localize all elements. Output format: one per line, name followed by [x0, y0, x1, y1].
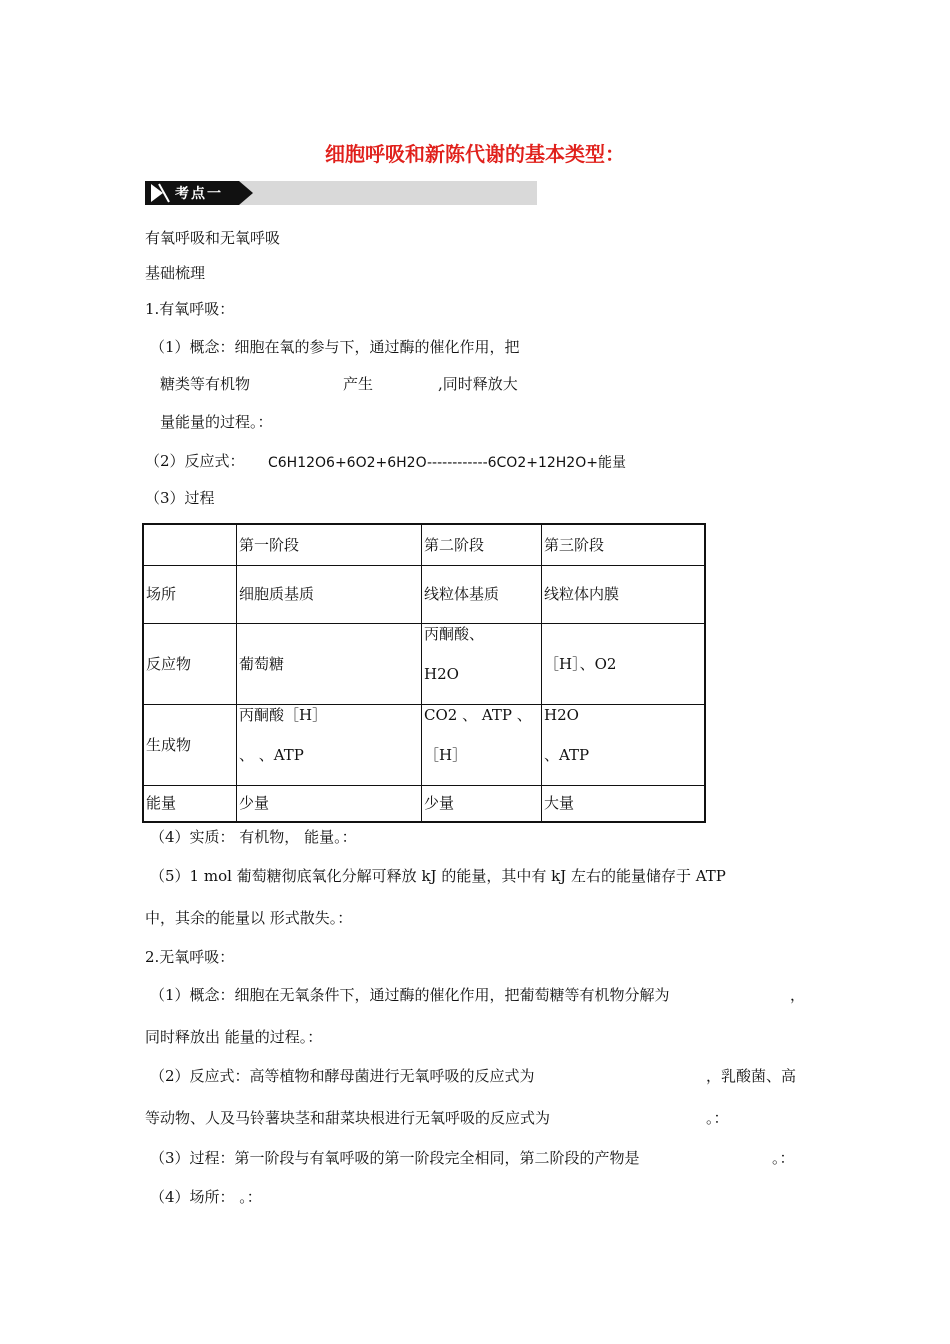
essence-line: （4）实质： 有机物， 能量。： — [150, 828, 357, 846]
anaerobic-concept-line2: 同时释放出 能量的过程。： — [145, 1028, 323, 1046]
anaerobic-reaction-line2: 等动物、人及马铃薯块茎和甜菜块根进行无氧呼吸的反应式为 — [145, 1109, 551, 1127]
section-heading: 有氧呼吸和无氧呼吸 — [145, 229, 281, 247]
table-header-cell: 第二阶段 — [422, 524, 542, 565]
table-cell: 大量 — [542, 785, 706, 822]
cell-line: 、ATP — [544, 745, 590, 764]
anaerobic-location-line: （4）场所： 。： — [150, 1188, 262, 1206]
anaerobic-concept-line1-end: ， — [790, 986, 806, 1004]
table-cell: 葡萄糖 — [237, 623, 422, 704]
anaerobic-heading: 2.无氧呼吸： — [145, 948, 235, 966]
anaerobic-process-line-end: 。： — [772, 1149, 795, 1167]
cell-line: ［H］ — [424, 745, 468, 764]
aerobic-concept-line2b: 产生 — [343, 375, 374, 393]
row-label: 场所 — [143, 565, 237, 623]
page-title: 细胞呼吸和新陈代谢的基本类型： — [325, 142, 625, 166]
table-header-row — [143, 524, 705, 565]
process-label: （3）过程 — [145, 489, 215, 507]
table-header-cell: 第一阶段 — [237, 524, 422, 565]
cell-line: 丙酮酸、 — [424, 624, 485, 643]
table-cell: ［H］、O2 — [542, 623, 706, 704]
energy-line2: 中，其余的能量以 形式散失。： — [145, 909, 353, 927]
energy-line1: （5）1 mol 葡萄糖彻底氧化分解可释放 kJ 的能量，其中有 kJ 左右的能量储存于 ATP — [150, 867, 726, 885]
table-cell — [542, 704, 706, 785]
cell-line: H2O — [544, 705, 579, 724]
aerobic-concept-line2c: ,同时释放大 — [438, 375, 518, 393]
table-cell: 细胞质基质 — [237, 565, 422, 623]
cell-line: 丙酮酸［H］ — [239, 705, 328, 724]
table-cell — [422, 704, 542, 785]
aerobic-stages-table — [142, 523, 706, 823]
equation-label: （2）反应式： — [145, 452, 245, 470]
equation: C6H12O6+6O2+6H2O------------6CO2+12H2O+能量 — [268, 455, 626, 471]
subheading: 基础梳理 — [145, 264, 206, 282]
anaerobic-concept-line1: （1）概念：细胞在无氧条件下，通过酶的催化作用，把葡萄糖等有机物分解为 — [150, 986, 670, 1004]
anaerobic-reaction-line1-end: ，乳酸菌、高 — [706, 1067, 797, 1085]
table-cell — [237, 704, 422, 785]
table-row — [143, 704, 705, 785]
aerobic-heading: 1.有氧呼吸： — [145, 300, 235, 318]
row-label: 反应物 — [143, 623, 237, 704]
table-cell: 线粒体基质 — [422, 565, 542, 623]
cell-line: H2O — [424, 664, 459, 683]
anaerobic-reaction-line2-end: 。： — [706, 1109, 729, 1127]
aerobic-concept-line3: 量能量的过程。： — [160, 413, 273, 431]
banner-label: 考点一 — [175, 186, 223, 202]
row-label: 能量 — [143, 785, 237, 822]
section-banner — [145, 181, 537, 205]
table-cell — [422, 623, 542, 704]
table-header-cell — [143, 524, 237, 565]
table-row — [143, 565, 705, 623]
table-header-cell: 第三阶段 — [542, 524, 706, 565]
anaerobic-process-line: （3）过程：第一阶段与有氧呼吸的第一阶段完全相同，第二阶段的产物是 — [150, 1149, 640, 1167]
table-row — [143, 623, 705, 704]
row-label: 生成物 — [143, 704, 237, 785]
cell-line: CO2 、 ATP 、 — [424, 705, 532, 724]
table-cell: 少量 — [422, 785, 542, 822]
table-row — [143, 785, 705, 822]
cell-line: 、 、ATP — [239, 745, 304, 764]
aerobic-concept-line2a: 糖类等有机物 — [160, 375, 251, 393]
anaerobic-reaction-line1: （2）反应式：高等植物和酵母菌进行无氧呼吸的反应式为 — [150, 1067, 535, 1085]
aerobic-concept-line1: （1）概念：细胞在氧的参与下，通过酶的催化作用，把 — [150, 338, 520, 356]
table-cell: 少量 — [237, 785, 422, 822]
table-cell: 线粒体内膜 — [542, 565, 706, 623]
